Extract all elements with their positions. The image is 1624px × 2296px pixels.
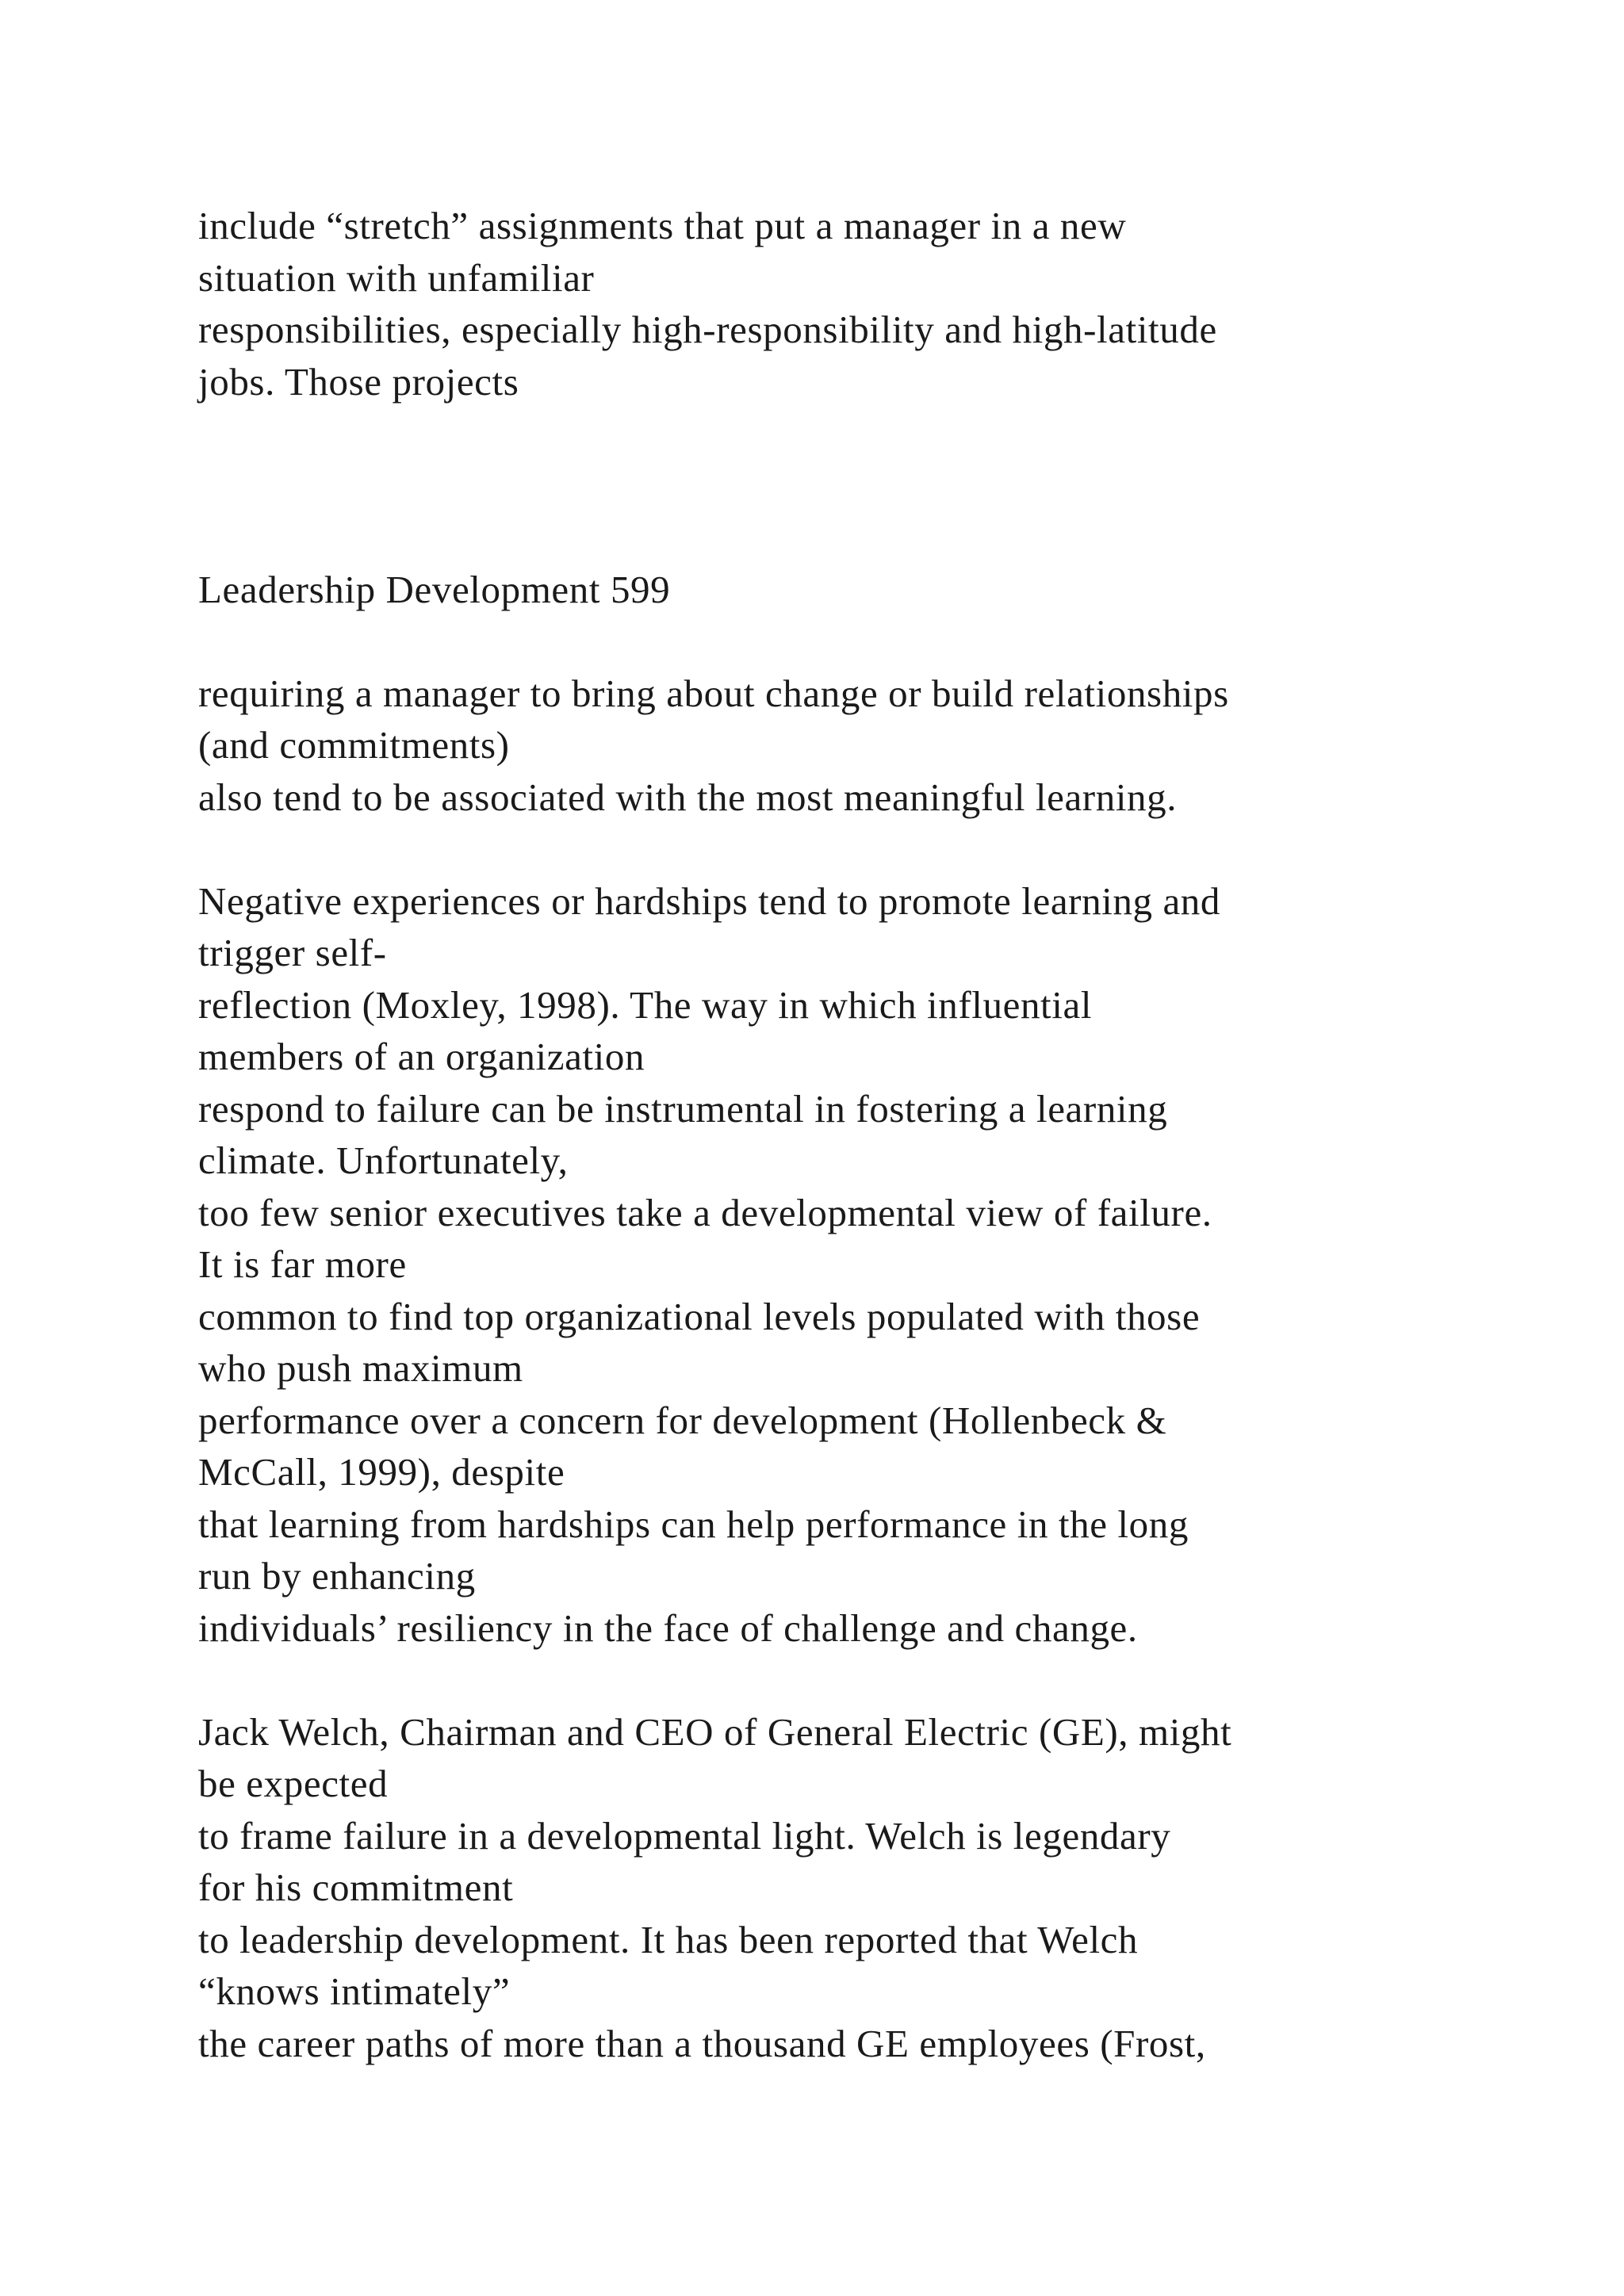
text-line: situation with unfamiliar [198,255,595,300]
text-line: the career paths of more than a thousand GE employees (Frost, [198,2021,1206,2065]
blank-line [198,823,1546,875]
text-line: respond to failure can be instrumental in fostering a learning [198,1086,1168,1131]
text-line: to frame failure in a developmental light. Welch is legendary [198,1813,1171,1858]
blank-line [198,511,1546,564]
text-line: McCall, 1999), despite [198,1450,565,1494]
text-line: responsibilities, especially high-responsibility and high-latitude [198,308,1217,351]
text-line: too few senior executives take a developmental view of failure. [198,1190,1212,1234]
text-line: “knows intimately” [198,1969,511,2013]
blank-line [198,460,1546,512]
text-line: It is far more [198,1242,407,1286]
text-line: members of an organization [198,1035,645,1078]
text-line: requiring a manager to bring about change or build relationships [198,671,1229,715]
text-line: also tend to be associated with the most meaningful learning. [198,775,1178,819]
text-line: performance over a concern for development (Hollenbeck & [198,1398,1167,1442]
text-line: jobs. Those projects [198,359,519,404]
text-line: Jack Welch, Chairman and CEO of General Electric (GE), might [198,1709,1232,1754]
body-text [198,200,1546,2069]
blank-line [198,615,1546,668]
running-header: Leadership Development 599 [198,567,671,611]
text-line: reflection (Moxley, 1998). The way in which influential [198,982,1093,1027]
text-line: climate. Unfortunately, [198,1138,569,1182]
text-line: for his commitment [198,1866,514,1909]
text-line: individuals’ resiliency in the face of challenge and change. [198,1605,1138,1650]
blank-line [198,408,1546,460]
blank-line [198,1654,1546,1706]
text-line: (and commitments) [198,723,510,767]
text-line: include “stretch” assignments that put a manager in a new [198,204,1127,247]
text-line: to leadership development. It has been reported that Welch [198,1917,1139,1961]
text-line: trigger self- [198,931,387,974]
text-line: that learning from hardships can help performance in the long [198,1502,1189,1546]
text-line: run by enhancing [198,1554,476,1598]
text-line: who push maximum [198,1346,523,1390]
text-line: common to find top organizational levels populated with those [198,1294,1201,1338]
text-line: be expected [198,1762,389,1805]
text-line: Negative experiences or hardships tend to promote learning and [198,878,1220,923]
